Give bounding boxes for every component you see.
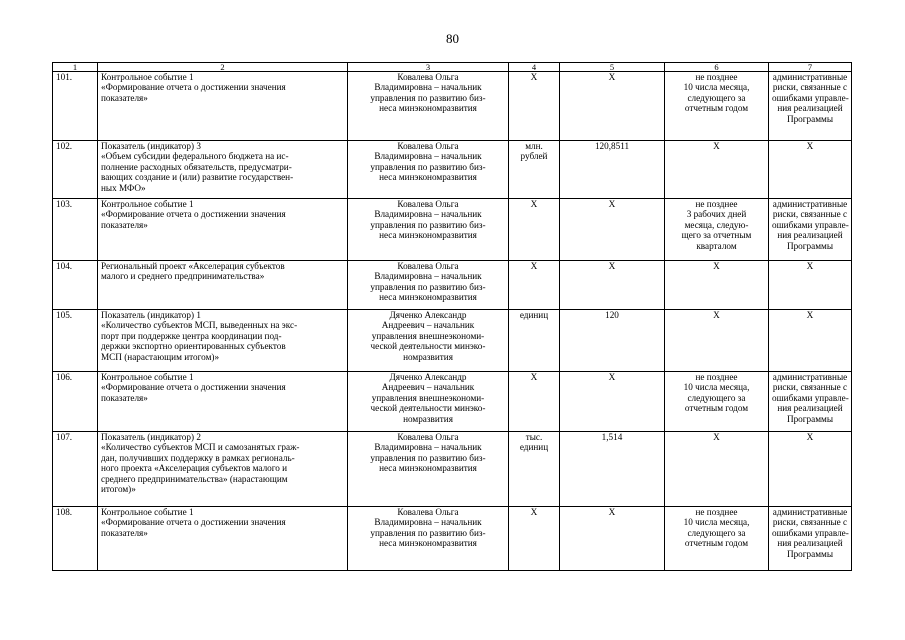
unit-of-measure-line: X bbox=[530, 72, 538, 82]
indicator-value-cell bbox=[560, 310, 665, 372]
risks-line: Программы bbox=[786, 240, 834, 251]
deadline-cell bbox=[665, 199, 769, 261]
risks-line: Программы bbox=[786, 113, 834, 124]
table-row bbox=[53, 261, 852, 310]
deadline-cell bbox=[665, 141, 769, 199]
item-name-line: дан, получивших поддержку в рамках региональ- bbox=[101, 452, 295, 463]
deadline-line: X bbox=[713, 310, 720, 320]
risks-line: административные bbox=[772, 372, 848, 382]
risks-line: ния реализацией bbox=[777, 403, 843, 414]
responsible-person-line: Дяченко Александр bbox=[389, 310, 467, 320]
item-name-line: полнение расходных обязательств, предусматри- bbox=[101, 161, 292, 172]
column-header: 1 bbox=[53, 63, 98, 72]
indicator-value-cell bbox=[560, 261, 665, 310]
program-table bbox=[52, 62, 852, 571]
deadline-line: 10 числа месяца, bbox=[683, 82, 750, 93]
item-name-line: «Количество субъектов МСП и самозанятых граж- bbox=[101, 442, 300, 453]
item-name-line: «Формирование отчета о достижении значения bbox=[101, 209, 286, 220]
item-name-line: Контрольное событие 1 bbox=[101, 372, 194, 382]
responsible-person-line: Владимировна – начальник bbox=[374, 442, 482, 453]
responsible-person-line: Андреевич – начальник bbox=[381, 382, 475, 393]
row-number-cell: 108. bbox=[53, 507, 98, 571]
risks-cell bbox=[769, 199, 852, 261]
item-name-line: Контрольное событие 1 bbox=[101, 507, 194, 517]
deadline-cell bbox=[665, 432, 769, 507]
column-header: 5 bbox=[560, 63, 665, 72]
item-name-line: «Формирование отчета о достижении значения bbox=[101, 517, 286, 528]
risks-line: Программы bbox=[786, 548, 834, 559]
risks-line: X bbox=[806, 261, 814, 271]
item-name-cell bbox=[98, 199, 348, 261]
responsible-person-line: Ковалева Ольга bbox=[397, 141, 459, 151]
responsible-person-line: Андреевич – начальник bbox=[381, 320, 475, 331]
responsible-person-line: управления внешнеэкономи- bbox=[371, 392, 485, 403]
unit-of-measure-line: тыс. bbox=[525, 432, 543, 442]
unit-of-measure-cell bbox=[509, 199, 560, 261]
responsible-person-line: Ковалева Ольга bbox=[397, 507, 459, 517]
indicator-value-line: X bbox=[608, 507, 616, 517]
risks-cell bbox=[769, 432, 852, 507]
item-name-cell bbox=[98, 432, 348, 507]
responsible-person-cell bbox=[348, 507, 509, 571]
risks-line: риски, связанные с bbox=[772, 382, 848, 393]
responsible-person-line: управления по развитию биз- bbox=[370, 527, 486, 538]
responsible-person-line: Ковалева Ольга bbox=[397, 72, 459, 82]
item-name-line: показателя» bbox=[101, 92, 148, 103]
unit-of-measure-line: единиц bbox=[519, 442, 549, 453]
table-row bbox=[53, 199, 852, 261]
responsible-person-line: неса минэкономразвития bbox=[379, 230, 477, 241]
responsible-person-line: Владимировна – начальник bbox=[374, 517, 482, 528]
deadline-line: следующего за bbox=[687, 392, 746, 403]
deadline-line: щего за отчетным bbox=[681, 230, 752, 241]
unit-of-measure-line: рублей bbox=[520, 151, 548, 162]
responsible-person-line: Владимировна – начальник bbox=[374, 82, 482, 93]
item-name-line: Контрольное событие 1 bbox=[101, 72, 194, 82]
unit-of-measure-line: X bbox=[530, 199, 538, 209]
responsible-person-line: управления по развитию биз- bbox=[370, 219, 486, 230]
deadline-cell bbox=[665, 507, 769, 571]
unit-of-measure-cell bbox=[509, 432, 560, 507]
row-number-cell: 102. bbox=[53, 141, 98, 199]
responsible-person-line: управления по развитию биз- bbox=[370, 281, 486, 292]
unit-of-measure-line: единиц bbox=[519, 310, 549, 320]
deadline-line: следующего за bbox=[687, 527, 746, 538]
item-name-line: держки экспортно ориентированных субъектов bbox=[101, 341, 286, 352]
item-name-line: «Формирование отчета о достижении значения bbox=[101, 82, 286, 93]
column-header: 7 bbox=[769, 63, 852, 72]
deadline-line: отчетным годом bbox=[684, 538, 749, 549]
responsible-person-line: управления по развитию биз- bbox=[370, 92, 486, 103]
unit-of-measure-cell bbox=[509, 372, 560, 432]
responsible-person-cell bbox=[348, 310, 509, 372]
row-number-cell: 105. bbox=[53, 310, 98, 372]
item-name-line: среднего предпринимательства» (нарастающим bbox=[101, 473, 288, 484]
deadline-cell bbox=[665, 261, 769, 310]
deadline-line: отчетным годом bbox=[684, 403, 749, 414]
indicator-value-line: X bbox=[608, 72, 616, 82]
risks-line: ошибками управле- bbox=[772, 92, 849, 103]
unit-of-measure-cell bbox=[509, 507, 560, 571]
deadline-line: X bbox=[713, 141, 720, 151]
item-name-line: показателя» bbox=[101, 527, 148, 538]
risks-cell bbox=[769, 261, 852, 310]
risks-line: ошибками управле- bbox=[772, 527, 849, 538]
deadline-cell bbox=[665, 372, 769, 432]
indicator-value-line: 120,8511 bbox=[594, 141, 630, 151]
risks-line: ния реализацией bbox=[777, 230, 843, 241]
risks-line: административные bbox=[772, 199, 848, 209]
risks-line: риски, связанные с bbox=[772, 517, 848, 528]
table-row bbox=[53, 507, 852, 571]
item-name-line: вающих создание и (или) развитие государствен- bbox=[101, 172, 294, 183]
risks-cell bbox=[769, 72, 852, 141]
item-name-cell bbox=[98, 72, 348, 141]
risks-cell bbox=[769, 507, 852, 571]
unit-of-measure-line: X bbox=[530, 261, 538, 271]
indicator-value-cell bbox=[560, 432, 665, 507]
item-name-line: «Формирование отчета о достижении значения bbox=[101, 382, 286, 393]
deadline-line: не позднее bbox=[695, 372, 738, 382]
column-header: 6 bbox=[665, 63, 769, 72]
column-header: 3 bbox=[348, 63, 509, 72]
unit-of-measure-cell bbox=[509, 141, 560, 199]
row-number-cell: 101. bbox=[53, 72, 98, 141]
responsible-person-line: неса минэкономразвития bbox=[379, 172, 477, 183]
responsible-person-line: номразвития bbox=[403, 413, 453, 424]
responsible-person-cell bbox=[348, 199, 509, 261]
item-name-line: ного проекта «Акселерация субъектов малого и bbox=[101, 463, 288, 474]
indicator-value-line: X bbox=[608, 372, 616, 382]
deadline-cell bbox=[665, 72, 769, 141]
responsible-person-line: управления по развитию биз- bbox=[370, 161, 486, 172]
indicator-value-cell bbox=[560, 199, 665, 261]
risks-line: риски, связанные с bbox=[772, 82, 848, 93]
deadline-line: X bbox=[713, 432, 720, 442]
item-name-cell bbox=[98, 372, 348, 432]
indicator-value-cell bbox=[560, 507, 665, 571]
table-row bbox=[53, 72, 852, 141]
item-name-cell bbox=[98, 141, 348, 199]
deadline-line: 10 числа месяца, bbox=[683, 517, 750, 528]
item-name-line: Региональный проект «Акселерация субъектов bbox=[101, 261, 285, 271]
row-number-cell: 103. bbox=[53, 199, 98, 261]
row-number-cell: 106. bbox=[53, 372, 98, 432]
item-name-line: «Объем субсидии федерального бюджета на ис- bbox=[101, 151, 289, 162]
responsible-person-line: ческой деятельности минэко- bbox=[370, 341, 486, 352]
risks-cell bbox=[769, 141, 852, 199]
responsible-person-line: номразвития bbox=[403, 351, 453, 362]
item-name-line: «Количество субъектов МСП, выведенных на экс- bbox=[101, 320, 298, 331]
unit-of-measure-cell bbox=[509, 261, 560, 310]
item-name-line: Показатель (индикатор) 1 bbox=[101, 310, 201, 320]
risks-line: Программы bbox=[786, 413, 834, 424]
item-name-line: ных МФО» bbox=[101, 182, 146, 193]
risks-cell bbox=[769, 310, 852, 372]
risks-line: риски, связанные с bbox=[772, 209, 848, 220]
risks-line: административные bbox=[772, 507, 848, 517]
responsible-person-line: неса минэкономразвития bbox=[379, 463, 477, 474]
responsible-person-line: Владимировна – начальник bbox=[374, 209, 482, 220]
responsible-person-line: Ковалева Ольга bbox=[397, 432, 459, 442]
indicator-value-line: 1,514 bbox=[601, 432, 623, 442]
responsible-person-line: неса минэкономразвития bbox=[379, 103, 477, 114]
deadline-line: не позднее bbox=[695, 199, 738, 209]
unit-of-measure-line: млн. bbox=[525, 141, 543, 151]
responsible-person-line: неса минэкономразвития bbox=[379, 538, 477, 549]
item-name-line: итогом)» bbox=[101, 484, 136, 495]
risks-line: ния реализацией bbox=[777, 103, 843, 114]
table-row bbox=[53, 141, 852, 199]
page-number: 80 bbox=[446, 31, 459, 46]
indicator-value-cell bbox=[560, 141, 665, 199]
deadline-line: 3 рабочих дней bbox=[686, 209, 747, 220]
responsible-person-cell bbox=[348, 261, 509, 310]
risks-line: X bbox=[806, 310, 814, 320]
table-row bbox=[53, 432, 852, 507]
item-name-cell bbox=[98, 261, 348, 310]
column-header: 4 bbox=[509, 63, 560, 72]
column-header: 2 bbox=[98, 63, 348, 72]
item-name-line: показателя» bbox=[101, 392, 148, 403]
responsible-person-line: неса минэкономразвития bbox=[379, 292, 477, 303]
risks-line: X bbox=[806, 432, 814, 442]
table-row bbox=[53, 372, 852, 432]
deadline-cell bbox=[665, 310, 769, 372]
item-name-line: порт при поддержке центра координации под- bbox=[101, 330, 282, 341]
responsible-person-cell bbox=[348, 432, 509, 507]
deadline-line: 10 числа месяца, bbox=[683, 382, 750, 393]
table-row bbox=[53, 310, 852, 372]
item-name-cell bbox=[98, 310, 348, 372]
risks-line: ошибками управле- bbox=[772, 219, 849, 230]
responsible-person-line: Дяченко Александр bbox=[389, 372, 467, 382]
deadline-line: кварталом bbox=[696, 240, 737, 251]
item-name-cell bbox=[98, 507, 348, 571]
responsible-person-line: Владимировна – начальник bbox=[374, 271, 482, 282]
indicator-value-line: X bbox=[608, 261, 616, 271]
risks-line: X bbox=[806, 141, 814, 151]
responsible-person-cell bbox=[348, 372, 509, 432]
responsible-person-cell bbox=[348, 141, 509, 199]
risks-cell bbox=[769, 372, 852, 432]
responsible-person-line: ческой деятельности минэко- bbox=[370, 403, 486, 414]
deadline-line: X bbox=[713, 261, 720, 271]
row-number-cell: 104. bbox=[53, 261, 98, 310]
deadline-line: не позднее bbox=[695, 507, 738, 517]
item-name-line: Показатель (индикатор) 3 bbox=[101, 141, 201, 151]
responsible-person-cell bbox=[348, 72, 509, 141]
indicator-value-cell bbox=[560, 372, 665, 432]
deadline-line: отчетным годом bbox=[684, 103, 749, 114]
unit-of-measure-cell bbox=[509, 72, 560, 141]
unit-of-measure-line: X bbox=[530, 372, 538, 382]
responsible-person-line: Ковалева Ольга bbox=[397, 199, 459, 209]
item-name-line: малого и среднего предпринимательства» bbox=[101, 271, 265, 282]
risks-line: ошибками управле- bbox=[772, 392, 849, 403]
deadline-line: не позднее bbox=[695, 72, 738, 82]
item-name-line: МСП (нарастающим итогом)» bbox=[101, 351, 220, 362]
deadline-line: месяца, следую- bbox=[684, 219, 749, 230]
indicator-value-line: X bbox=[608, 199, 616, 209]
responsible-person-line: управления по развитию биз- bbox=[370, 452, 486, 463]
unit-of-measure-cell bbox=[509, 310, 560, 372]
item-name-line: показателя» bbox=[101, 219, 148, 230]
unit-of-measure-line: X bbox=[530, 507, 538, 517]
indicator-value-line: 120 bbox=[605, 310, 619, 320]
responsible-person-line: управления внешнеэкономи- bbox=[371, 330, 485, 341]
header-row bbox=[53, 63, 852, 72]
indicator-value-cell bbox=[560, 72, 665, 141]
item-name-line: Контрольное событие 1 bbox=[101, 199, 194, 209]
risks-line: административные bbox=[772, 72, 848, 82]
item-name-line: Показатель (индикатор) 2 bbox=[101, 432, 201, 442]
responsible-person-line: Владимировна – начальник bbox=[374, 151, 482, 162]
responsible-person-line: Ковалева Ольга bbox=[397, 261, 459, 271]
deadline-line: следующего за bbox=[687, 92, 746, 103]
risks-line: ния реализацией bbox=[777, 538, 843, 549]
row-number-cell: 107. bbox=[53, 432, 98, 507]
